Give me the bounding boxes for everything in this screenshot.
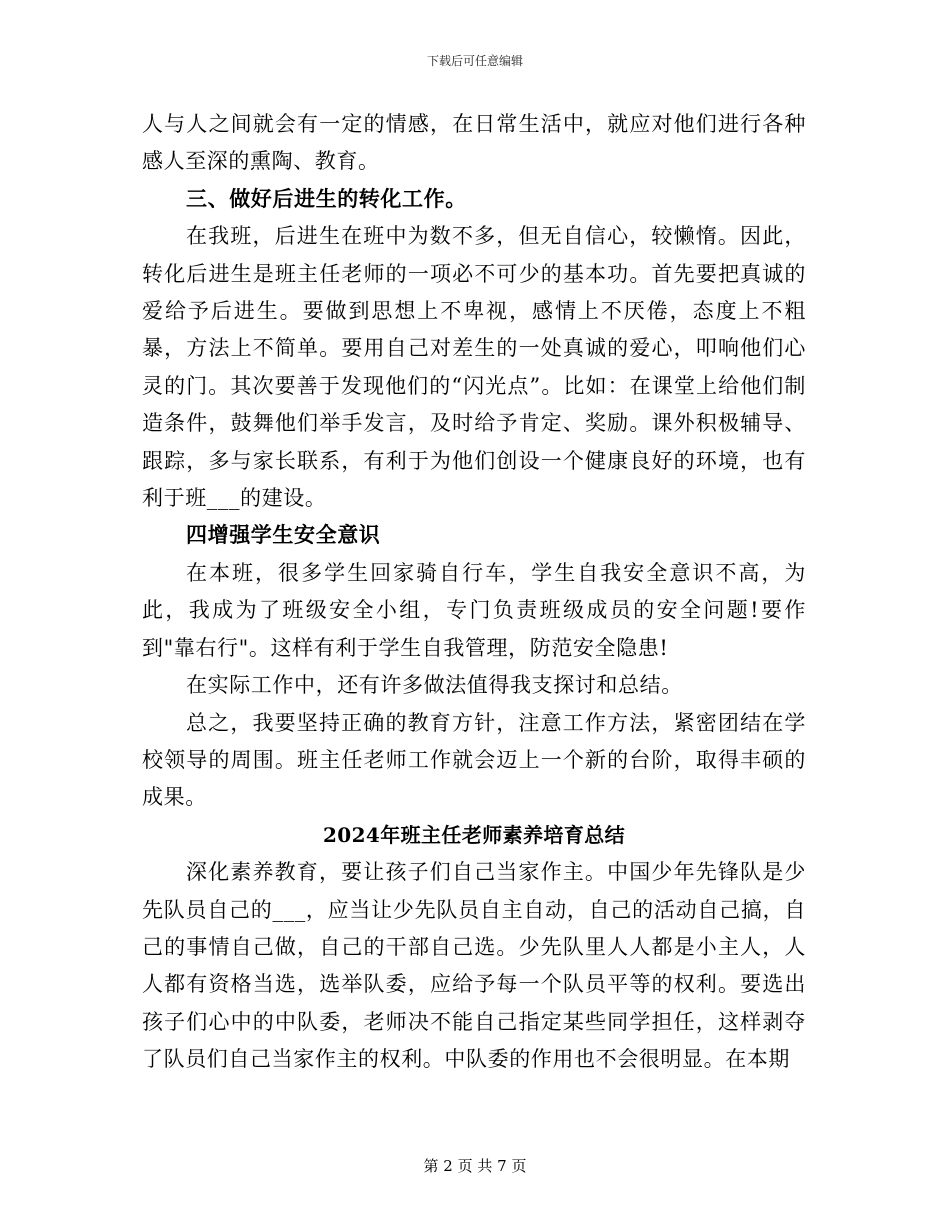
section-heading-3: 三、做好后进生的转化工作。 bbox=[186, 186, 467, 211]
paragraph-safety: 在本班，很多学生回家骑自行车，学生自我安全意识不高，为此，我成为了班级安全小组，专门负责班级成员的安全问题!要作到"靠右行"。这样有利于学生自我管理，防范安全隐患! bbox=[142, 560, 806, 660]
document-title: 2024年班主任老师素养培育总结 bbox=[322, 822, 626, 847]
document-body bbox=[142, 106, 806, 1079]
section-heading-4: 四增强学生安全意识 bbox=[186, 523, 381, 548]
paragraph-practice: 在实际工作中，还有许多做法值得我支探讨和总结。 bbox=[186, 673, 683, 698]
page-footer: 第 2 页 共 7 页 bbox=[423, 1157, 527, 1175]
paragraph-quality-education: 深化素养教育，要让孩子们自己当家作主。中国少年先锋队是少先队员自己的___，应当让少先队员自主自动，自己的活动自己搞，自己的事情自己做，自己的干部自己选。少先队里人人都是小主人，人人都有资格当选，选举队委，应给予每一个队员平等的权利。要选出孩子们心中的中队委，老师决不能自己指定某些同学担任，这样剥夺了队员们自己当家作主的权利。中队委的作用也不会很明显。在本期 bbox=[142, 860, 806, 1072]
paragraph-conclusion: 总之，我要坚持正确的教育方针，注意工作方法，紧密团结在学校领导的周围。班主任老师工作就会迈上一个新的台阶，取得丰硕的成果。 bbox=[142, 710, 806, 810]
paragraph-backward-students: 在我班，后进生在班中为数不多，但无自信心，较懒惰。因此，转化后进生是班主任老师的一项必不可少的基本功。首先要把真诚的爱给予后进生。要做到思想上不卑视，感情上不厌倦，态度上不粗暴，方法上不简单。要用自己对差生的一处真诚的爱心，叩响他们心灵的门。其次要善于发现他们的“闪光点”。比如：在课堂上给他们制造条件，鼓舞他们举手发言，及时给予肯定、奖励。课外积极辅导、跟踪，多与家长联系，有利于为他们创设一个健康良好的环境，也有利于班___的建设。 bbox=[142, 224, 806, 511]
page-header: 下载后可任意编辑 bbox=[426, 54, 523, 68]
paragraph-continuation: 人与人之间就会有一定的情感，在日常生活中，就应对他们进行各种感人至深的熏陶、教育。 bbox=[142, 112, 806, 174]
